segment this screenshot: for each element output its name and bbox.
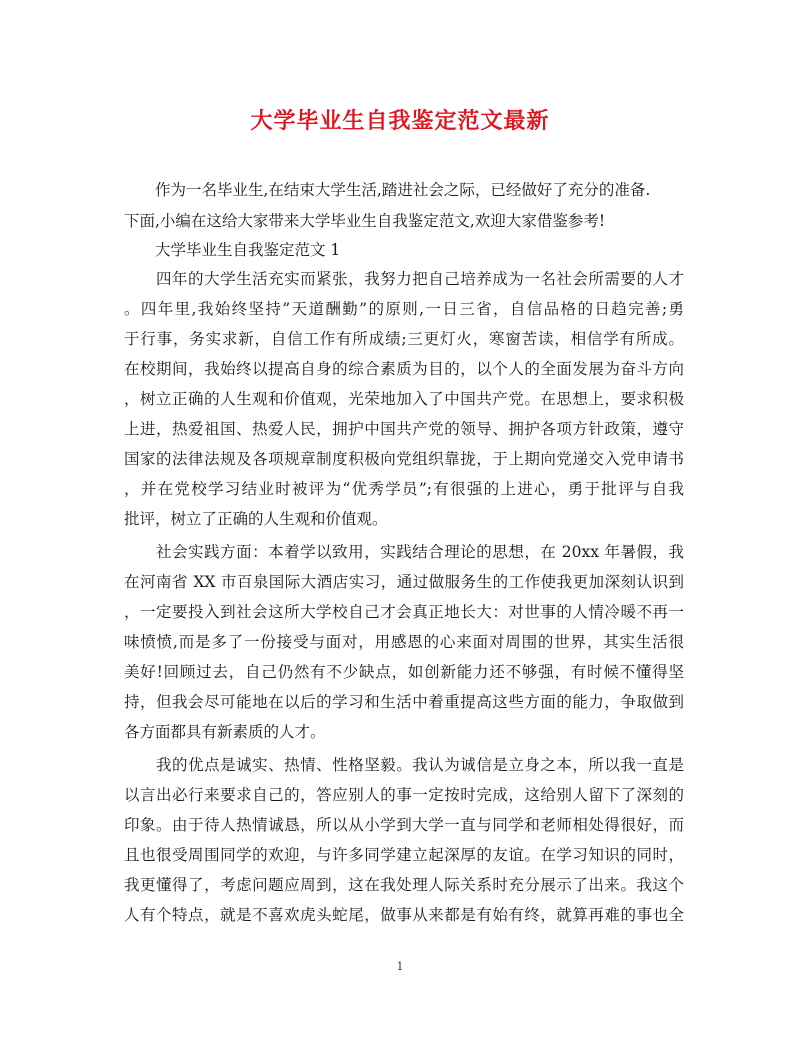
paragraph-line: 。四年里,我始终坚持”天道酬勤”的原则,一日三省，自信品格的日趋完善;勇 <box>124 300 684 318</box>
paragraph-line: 人有个特点，就是不喜欢虎头蛇尾，做事从来都是有始有终，就算再难的事也全 <box>124 906 684 924</box>
paragraph-line: ，树立正确的人生观和价值观，光荣地加入了中国共产党。在思想上，要求积极 <box>124 390 684 408</box>
paragraph-line: 我的优点是诚实、热情、性格坚毅。我认为诚信是立身之本，所以我一直是 <box>124 756 684 774</box>
page-number: 1 <box>396 960 404 973</box>
paragraph-line: 作为一名毕业生,在结束大学生活,踏进社会之际，已经做好了充分的准备. <box>124 181 651 199</box>
paragraph-line: 印象。由于待人热情诚恳，所以从小学到大学一直与同学和老师相处得很好，而 <box>124 816 684 834</box>
paragraph-line: 在河南省 XX 市百泉国际大酒店实习，通过做服务生的工作使我更加深刻认识到 <box>124 573 684 591</box>
paragraph-line: ，一定要投入到社会这所大学校自己才会真正地长大：对世事的人情冷暖不再一 <box>124 603 684 621</box>
paragraph-line: 上进，热爱祖国、热爱人民，拥护中国共产党的领导、拥护各项方针政策，遵守 <box>124 420 684 438</box>
paragraph-line: 各方面都具有新素质的人才。 <box>124 723 326 741</box>
paragraph-line: ，并在党校学习结业时被评为“优秀学员”;有很强的上进心，勇于批评与自我 <box>124 480 684 498</box>
paragraph-line: 于行事，务实求新，自信工作有所成绩;三更灯火，寒窗苦读，相信学有所成。 <box>124 330 684 348</box>
paragraph-line: 以言出必行来要求自己的，答应别人的事一定按时完成，这给别人留下了深刻的 <box>124 786 684 804</box>
paragraph-line: 我更懂得了，考虑问题应周到，这在我处理人际关系时充分展示了出来。我这个 <box>124 876 684 894</box>
paragraph-line: 国家的法律法规及各项规章制度积极向党组织靠拢，于上期向党递交入党申请书 <box>124 450 684 468</box>
paragraph-line: 且也很受周围同学的欢迎，与许多同学建立起深厚的友谊。在学习知识的同时， <box>124 846 684 864</box>
section-heading: 大学毕业生自我鉴定范文 1 <box>124 241 341 259</box>
paragraph-line: 味愤愤,而是多了一份接受与面对，用感恩的心来面对周围的世界，其实生活很 <box>124 633 684 651</box>
paragraph-line: 批评，树立了正确的人生观和价值观。 <box>124 510 388 528</box>
paragraph-line: 在校期间，我始终以提高自身的综合素质为目的，以个人的全面发展为奋斗方向 <box>124 360 684 378</box>
document-title: 大学毕业生自我鉴定范文最新 <box>250 108 550 134</box>
paragraph-line: 持，但我会尽可能地在以后的学习和生活中着重提高这些方面的能力，争取做到 <box>124 693 684 711</box>
paragraph-line: 四年的大学生活充实而紧张，我努力把自己培养成为一名社会所需要的人才 <box>124 270 684 288</box>
paragraph-line: 社会实践方面：本着学以致用，实践结合理论的思想，在 20xx 年暑假，我 <box>124 543 684 561</box>
paragraph-line: 下面,小编在这给大家带来大学毕业生自我鉴定范文,欢迎大家借鉴参考! <box>124 212 606 230</box>
paragraph-line: 美好!回顾过去，自己仍然有不少缺点，如创新能力还不够强，有时候不懂得坚 <box>124 663 684 681</box>
